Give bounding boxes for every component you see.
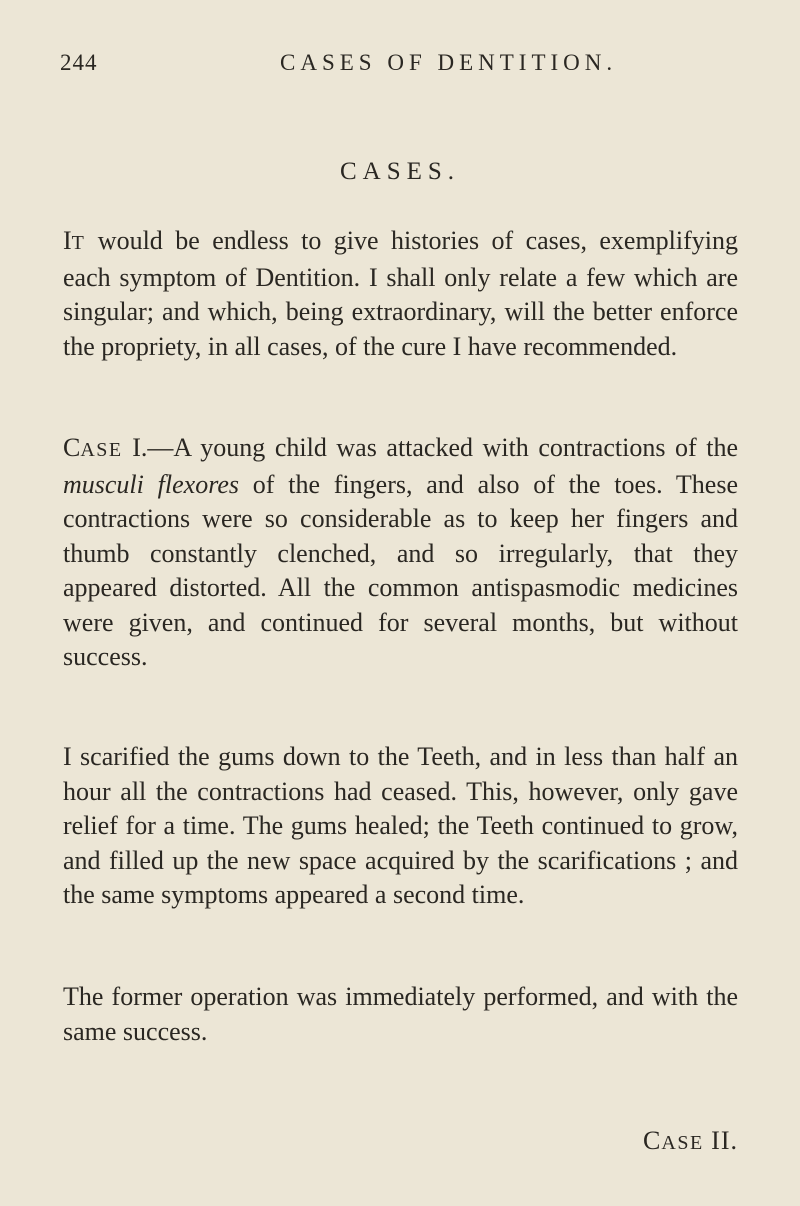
drop-initial: I [63,226,72,255]
catchword-initial: C [643,1126,662,1155]
intro-paragraph [63,224,738,364]
running-head: CASES OF DENTITION. [280,50,618,75]
catchword [643,1126,738,1156]
case-one-paragraph [63,431,738,675]
case-initial: C [63,433,81,462]
page-number: 244 [60,50,98,75]
scarified-paragraph: I scarified the gums down to the Teeth, and in less than half an hour all the contractions had ceased. This, however, only gave relief for a time. The gums healed; the Teeth continued to grow, and filled up the new space acquired by the scarifications ; and the same symptoms appeared a second time. [63,742,738,909]
former-paragraph: The former operation was immediately performed, and with the same success. [63,982,738,1046]
case-small-caps: ASE [80,439,123,461]
catchword-small-caps: ASE [661,1132,704,1154]
small-caps-lead: T [71,232,86,254]
catchword-numeral: II. [703,1126,738,1155]
paragraph-text: would be endless to give histories of cases, exemplifying each symptom of Dentition. I shall only relate a few which are singular; and which, being extraordinary, will the better enforce the propriety, in all cases, of the cure I have recommended. [63,226,738,361]
case-numeral: I.—A young child was attacked with contractions of the [122,433,738,462]
paragraph-text: of the fingers, and also of the toes. These contractions were so considerable as to keep her fingers and thumb constantly clenched, and so irregularly, that they appeared distorted. All the common antispasmodic medicines were given, and continued for several months, but without success. [63,469,738,671]
italic-term: musculi flexores [63,469,240,499]
section-title: CASES. [339,158,461,185]
